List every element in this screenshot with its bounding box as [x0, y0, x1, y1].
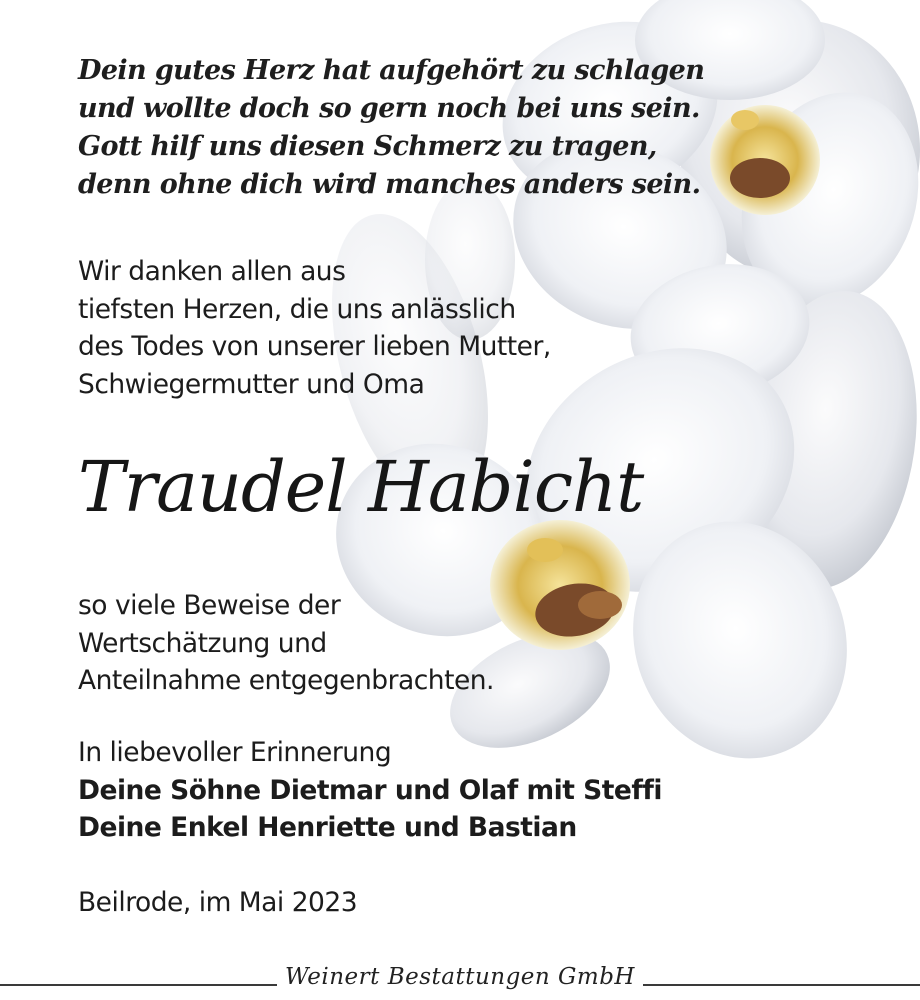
thanks-line: Wir danken allen aus: [78, 256, 346, 287]
thanks-line: tiefsten Herzen, die uns anlässlich: [78, 293, 516, 325]
deceased-name: Traudel Habicht: [78, 446, 644, 528]
poem-line: und wollte doch so gern noch bei uns sein.: [78, 93, 700, 124]
thanks-line: Schwiegermutter und Oma: [78, 368, 425, 400]
place-date: Beilrode, im Mai 2023: [78, 887, 358, 918]
poem-line: denn ohne dich wird manches anders sein.: [78, 169, 701, 200]
thanks-paragraph: [78, 253, 551, 403]
proofs-line: Anteilnahme entgegenbrachten.: [78, 665, 494, 696]
undertaker-mark: [0, 964, 920, 990]
memory-block: [78, 734, 662, 847]
footer: [0, 958, 920, 998]
poem: [78, 52, 704, 204]
proofs-line: so viele Beweise der: [78, 590, 341, 621]
memory-intro: In liebevoller Erinnerung: [78, 737, 392, 768]
family-line: Deine Söhne Dietmar und Olaf mit Steffi: [78, 774, 662, 806]
undertaker-name: Weinert Bestattungen GmbH: [277, 964, 643, 990]
poem-line: Gott hilf uns diesen Schmerz zu tragen,: [78, 131, 657, 162]
proofs-line: Wertschätzung und: [78, 627, 327, 659]
thanks-line: des Todes von unserer lieben Mutter,: [78, 331, 551, 362]
family-line: Deine Enkel Henriette und Bastian: [78, 812, 577, 843]
poem-line: Dein gutes Herz hat aufgehört zu schlagen: [78, 55, 705, 86]
proofs-paragraph: [78, 587, 494, 700]
